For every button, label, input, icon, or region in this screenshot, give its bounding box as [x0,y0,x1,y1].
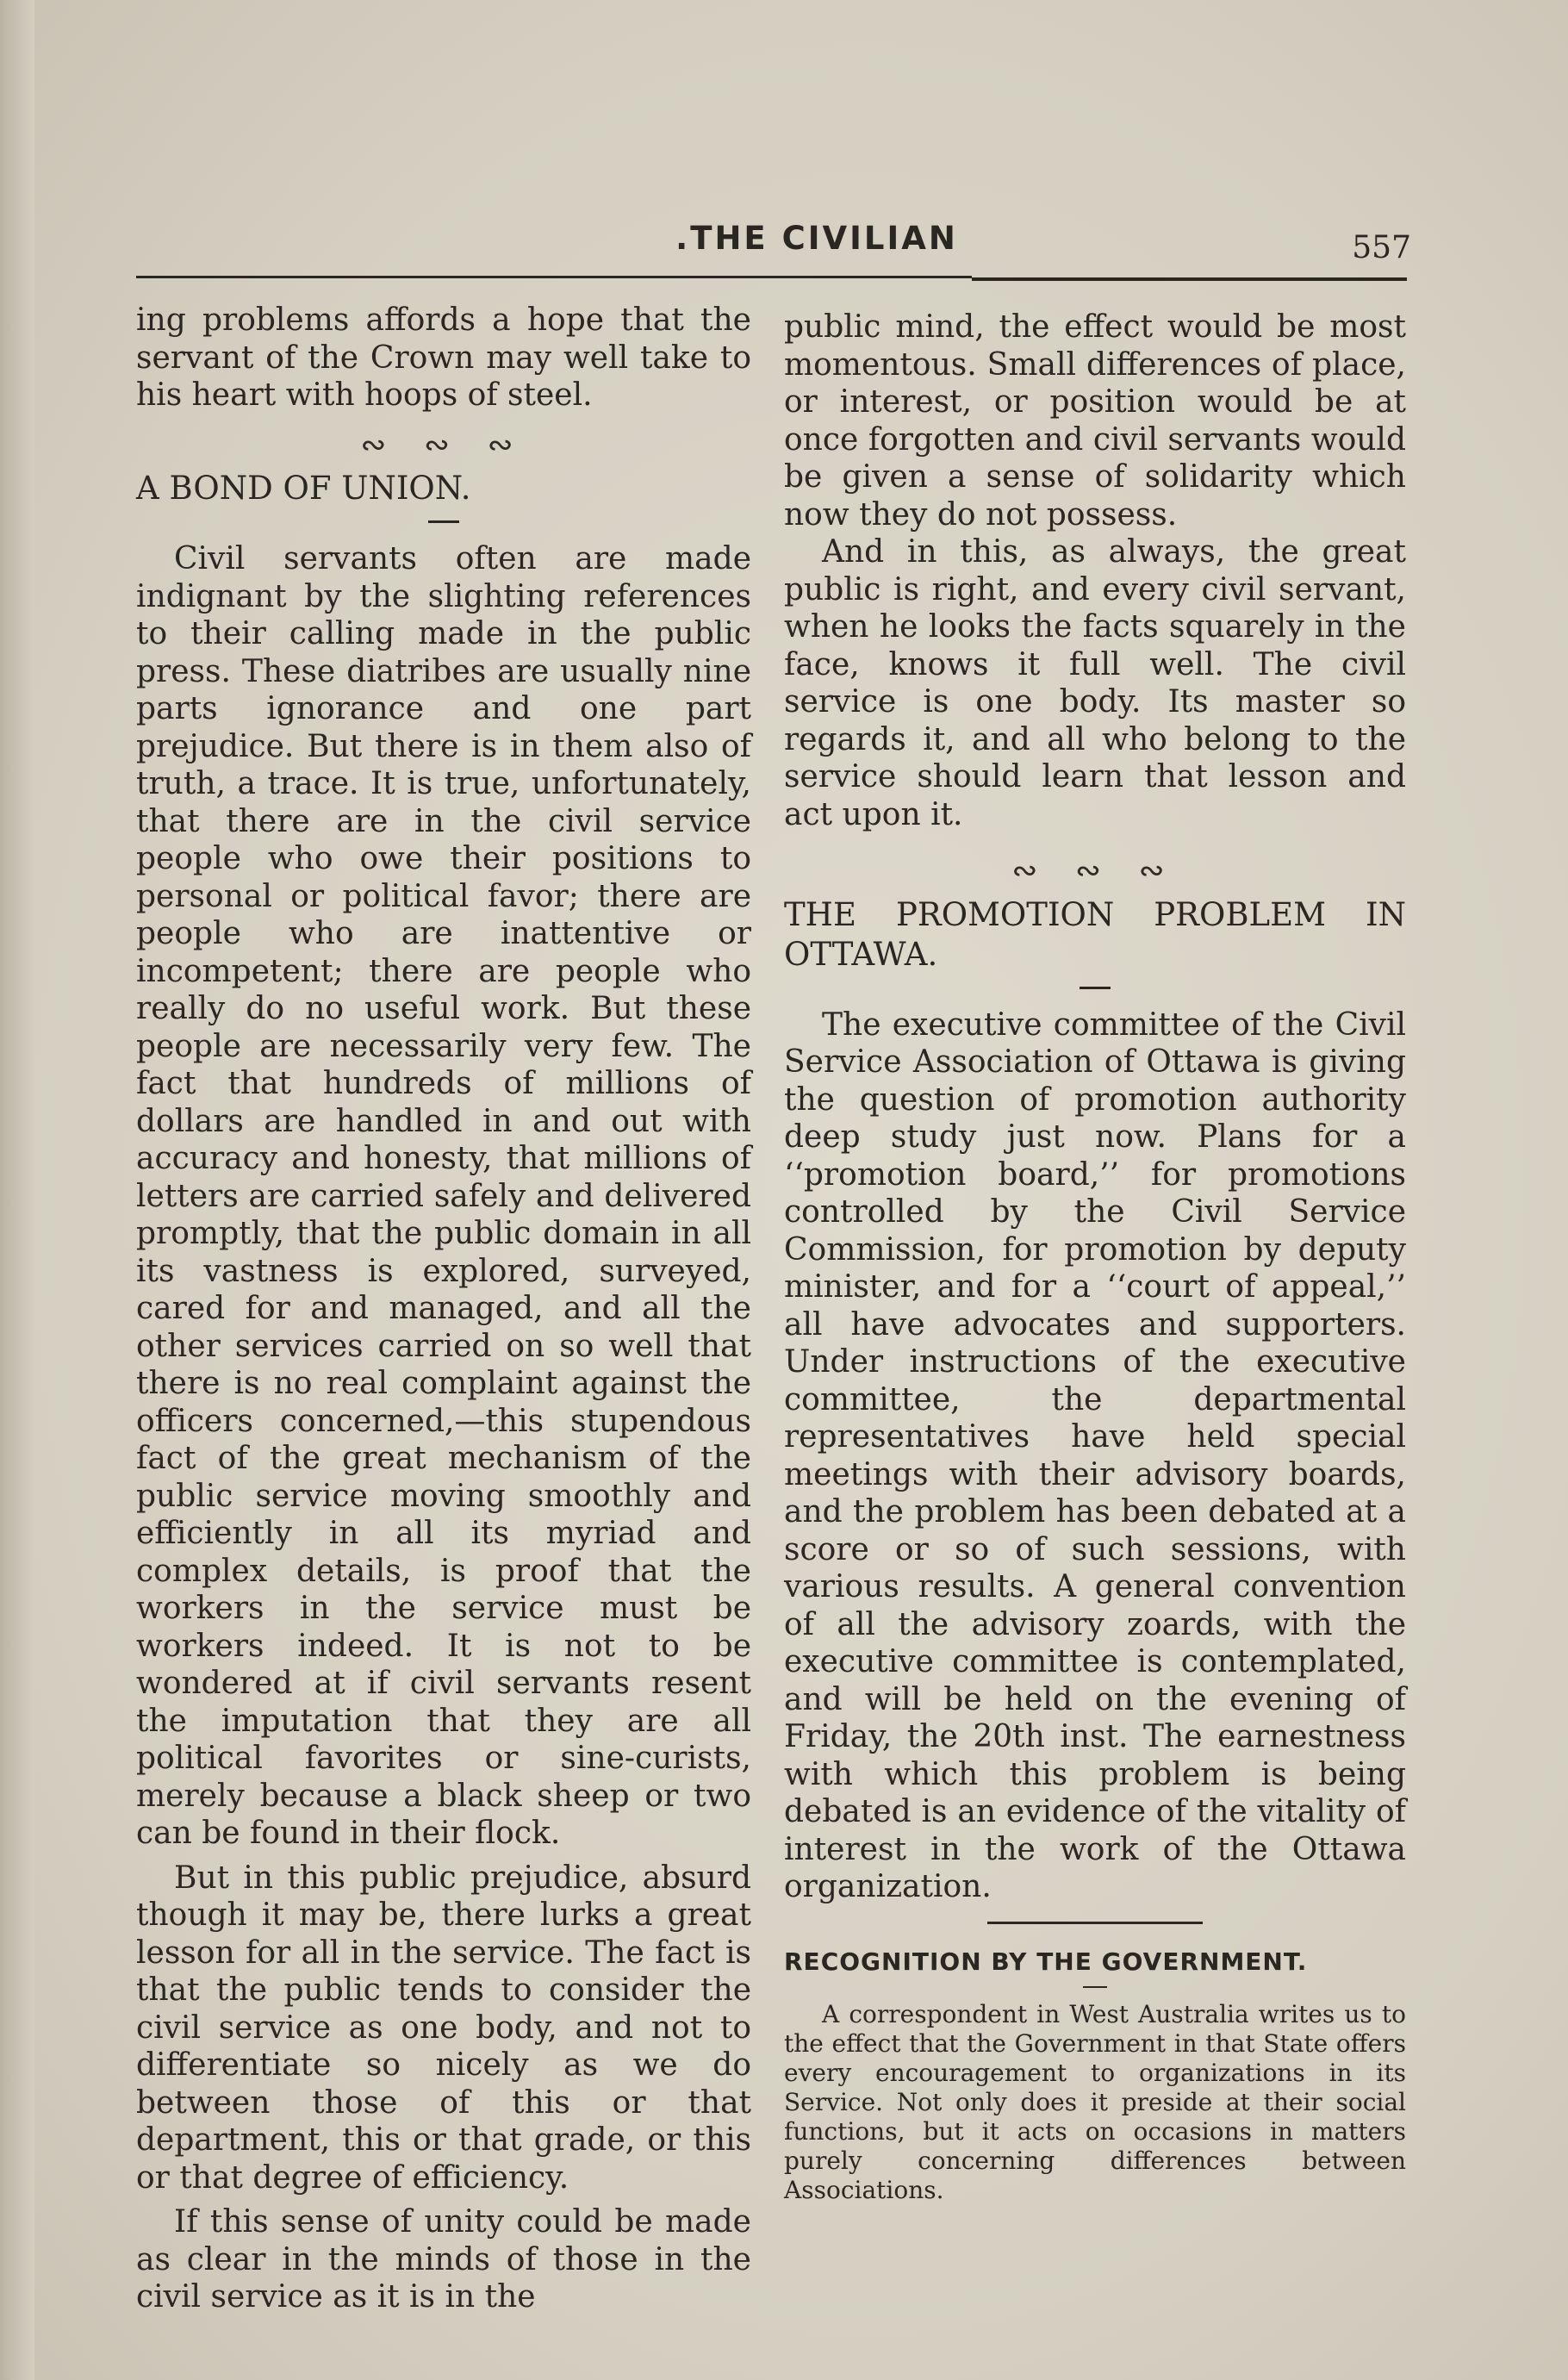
page-number: 557 [1352,230,1411,265]
ornament-divider: ∾ ∾ ∾ [1011,853,1179,888]
page-header [136,220,1411,271]
article-paragraph: The executive committee of the Civil Service Association of Ottawa is giving the question of promotion authority deep study just now. Plans for a ‘‘promotion board,’’ for promotions controlled by the Civil Service Commission, for promotion by deputy minister, and for a ‘‘court of appeal,’’ all have advocates and supporters. Under instructions of the executive committee, the departmental representatives have held special meetings with their advisory boards, and the problem has been debated at a score or so of such sessions, with various results. A general convention of all the advisory zoards, with the executive committee is contemplated, and will be held on the evening of Friday, the 20th inst. The earnestness with which this problem is being debated is an evidence of the vitality of interest in the work of the Ottawa organization. [784,1006,1406,1904]
header-rule-left [136,276,972,278]
running-title: .THE CIVILIAN [675,220,958,257]
article-heading: A BOND OF UNION. [136,470,471,507]
section-rule [987,1922,1203,1924]
heading-dash [1083,1986,1107,1988]
article-paragraph: And in this, as always, the great public is right, and every civil servant, when he looks the facts squarely in the face, knows it full well. The civil service is one body. Its master so regards it, and all who belong to the service should learn that lesson and act upon it. [784,534,1406,832]
continuation-paragraph: public mind, the effect would be most momentous. Small differences of place, or interest, or position would be at once forgotten and civil servants would be given a sense of solidarity which now they do not possess. [784,309,1406,533]
article-paragraph: Civil servants often are made indignant by the slighting references to their calling made in the public press. These diatribes are usually nine parts ignorance and one part prejudice. But there is in them also of truth, a trace. It is true, unfortunately, that there are in the civil service people who owe their positions to personal or political favor; there are people who are inattentive or incompetent; there are people who really do no useful work. But these people are necessarily very few. The fact that hundreds of millions of dollars are handled in and out with accuracy and honesty, that millions of letters are carried safely and delivered promptly, that the public domain in all its vastness is explored, surveyed, cared for and managed, and all the other services carried on so well that there is no real complaint against the officers concerned,—this stupendous fact of the great mechanism of the public service moving smoothly and efficiently in all its myriad and complex details, is proof that the workers in the service must be workers indeed. It is not to be wondered at if civil servants resent the imputation that they are all political favorites or sine-curists, merely because a black sheep or two can be found in their flock. [136,541,751,1851]
ornament-divider: ∾ ∾ ∾ [360,427,527,463]
small-print-block [784,2000,1406,2205]
article-heading: THE PROMOTION PROBLEM IN OTTAWA. [784,895,1406,973]
article-paragraph: But in this public prejudice, absurd though it may be, there lurks a great lesson for all in the service. The fact is that the public tends to consider the civil service as one body, and not to differentiate so nicely as we do between those of this or that department, this or that grade, or this or that degree of efficiency. [136,1860,751,2196]
intro-paragraph: ing problems affords a hope that the servant of the Crown may well take to his heart with hoops of steel. [136,302,751,413]
heading-dash [1080,987,1111,989]
article-paragraph: If this sense of unity could be made as clear in the minds of those in the civil service as it is in the [136,2204,751,2315]
left-column [136,302,751,2316]
header-rule-right [972,277,1407,281]
article-heading: RECOGNITION BY THE GOVERNMENT. [784,1947,1308,1976]
right-column [784,308,1406,2205]
article-paragraph: A correspondent in West Australia writes us to the effect that the Government in that State offers every encouragement to organizations in its Service. Not only does it preside at their social functions, but it acts on occasions in matters purely concerning differences between Associations. [784,1999,1406,2204]
binding-gutter [0,0,34,2380]
heading-dash [428,520,459,523]
